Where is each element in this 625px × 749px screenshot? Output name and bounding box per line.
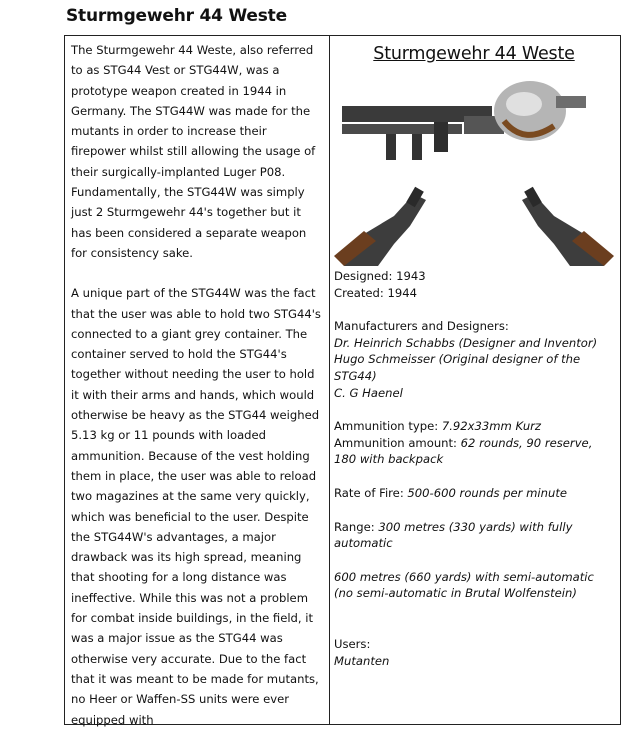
ammo-type-label: Ammunition type: (334, 419, 442, 434)
range-value: 300 metres (330 yards) with fully automatic (334, 519, 573, 551)
ammo-amount-label: Ammunition amount: (334, 435, 461, 450)
created-text: Created: 1944 (334, 285, 417, 300)
ammo-amount (334, 435, 614, 468)
weapon-table (64, 35, 621, 725)
rate-of-fire (334, 485, 614, 502)
ammo-type (334, 418, 614, 435)
infobox-column (334, 36, 618, 724)
column-divider (329, 36, 330, 724)
range-label: Range: (334, 519, 379, 534)
users-value: Mutanten (334, 653, 390, 668)
weapon-illustration (334, 66, 614, 266)
ammo-type-value: 7.92x33mm Kurz (441, 419, 542, 434)
description-column (71, 40, 323, 730)
users-label: Users: (334, 636, 371, 651)
description-paragraph-1: The Sturmgewehr 44 Weste, also referred to as STG44 Vest or STG44W, was a prototype weapon created in 1944 in Germany. The STG44W was made for the mutants in order to increase their firepower whilst still allowing the usage of their surgically-implanted Luger P08. Fundamentally, the STG44W was simply just 2 Sturmgewehr 44's together but it has been considered a separate weapon for consistency sake. (71, 43, 316, 260)
description-paragraph-2: A unique part of the STG44W was the fact that the user was able to hold two STG44's connected to a giant grey container. The container served to hold the STG44's together without needing the user to hold it with their arms and hands, which would otherwise be heavy as the STG44 weighed 5.13 kg or 11 pounds with loaded ammunition. Because of the vest holding them in place, the user was able to reload two magazines at the same very quickly, which was beneficial to the user. Despite the STG44W's advantages, a major drawback was its high spread, meaning that shooting for a long distance was ineffective. While this was not a problem for combat inside buildings, in the field, it was a major issue as the STG44 was otherwise very accurate. Due to the fact that it was meant to be made for mutants, no Heer or Waffen-SS units were ever equipped with (71, 286, 321, 727)
left-gun-sprite (334, 187, 426, 266)
rof-label: Rate of Fire: (334, 485, 408, 500)
rof-value: 500-600 rounds per minute (407, 485, 568, 500)
designed-text: Designed: 1943 (334, 269, 426, 283)
stg44w-sprite (342, 81, 586, 160)
designer-1: Dr. Heinrich Schabbs (Designer and Inventor) (334, 335, 598, 350)
range-semi-auto: 600 metres (660 yards) with semi-automatic (no semi-automatic in Brutal Wolfenstein) (334, 569, 594, 601)
infobox-title: Sturmgewehr 44 Weste (373, 44, 575, 64)
range (334, 519, 614, 552)
right-gun-sprite (522, 187, 614, 266)
ammo-amount-value: 62 rounds, 90 reserve, 180 with backpack (334, 435, 593, 467)
infobox-details (334, 268, 614, 669)
designer-2: Hugo Schmeisser (Original designer of the STG44) (334, 352, 581, 383)
designer-3: C. G Haenel (334, 385, 403, 400)
manufacturers-label: Manufacturers and Designers: (334, 319, 509, 334)
page-title: Sturmgewehr 44 Weste (66, 6, 287, 26)
